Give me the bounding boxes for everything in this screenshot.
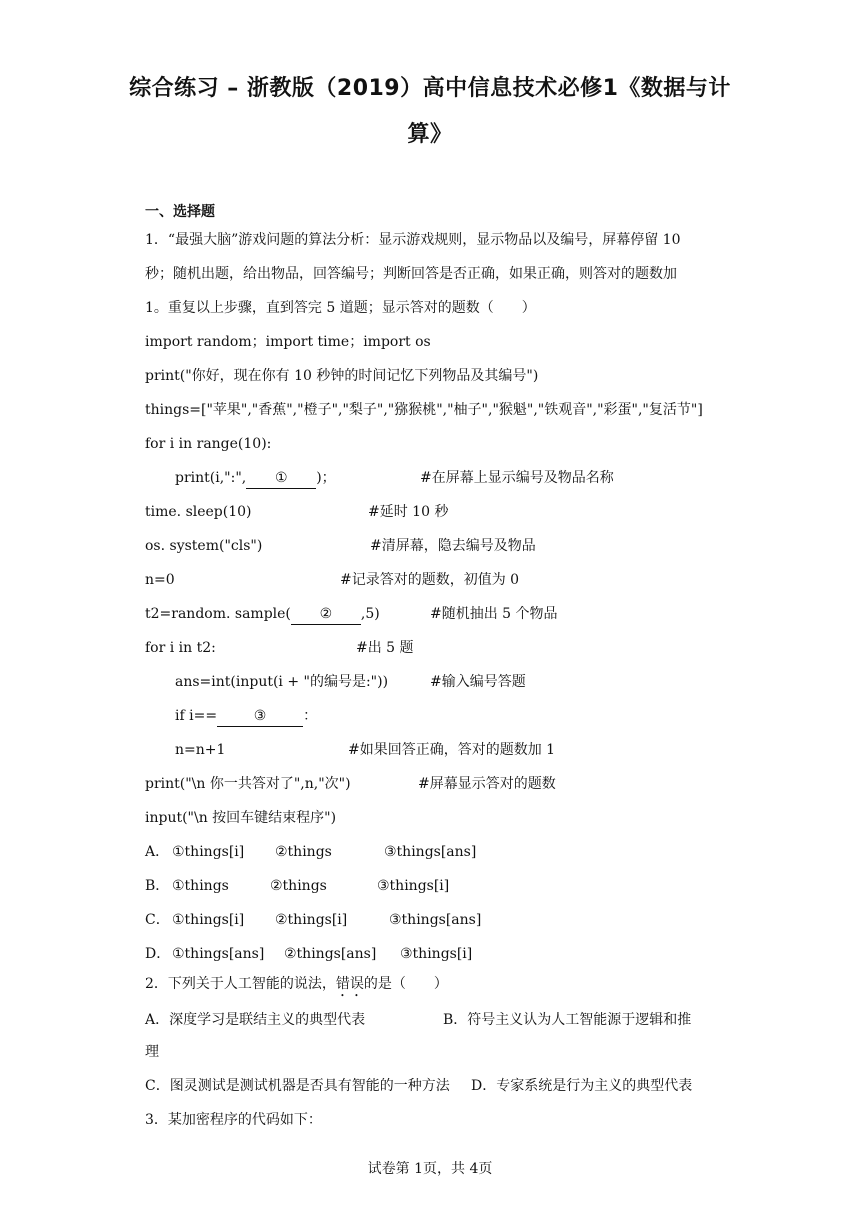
option-part: ①things xyxy=(172,878,229,894)
title-line-2: 算》 xyxy=(407,122,453,147)
option-part: ③things[ans] xyxy=(389,912,482,928)
code-line-input-end: input("\n 按回车键结束程序") xyxy=(145,810,337,826)
code-comment: #屏幕显示答对的题数 xyxy=(418,776,556,792)
option-part: ①things[i] xyxy=(172,912,245,928)
q3-stem: 3．某加密程序的代码如下： xyxy=(145,1112,322,1128)
code-comment: #出 5 题 xyxy=(356,640,414,656)
blank-2: ② xyxy=(291,604,361,625)
code-line-for-range: for i in range(10): xyxy=(145,436,272,452)
code-line-sleep: time. sleep(10) xyxy=(145,504,252,520)
option-label: C． xyxy=(145,912,170,928)
q2-option-b[interactable]: B．符号主义认为人工智能源于逻辑和推 xyxy=(443,1012,692,1028)
option-part: ③things[i] xyxy=(377,878,450,894)
code-comment: #如果回答正确，答对的题数加 1 xyxy=(348,742,556,758)
q2-stem xyxy=(145,974,448,1000)
code-comment: #随机抽出 5 个物品 xyxy=(430,606,558,622)
q2-option-d[interactable]: D．专家系统是行为主义的典型代表 xyxy=(471,1078,693,1094)
q2-option-a[interactable]: A．深度学习是联结主义的典型代表 xyxy=(145,1012,366,1028)
code-comment: #在屏幕上显示编号及物品名称 xyxy=(420,470,614,486)
code-line-print-result: print("\n 你一共答对了",n,"次") xyxy=(145,776,351,792)
code-line-if xyxy=(175,706,317,727)
code-comment: #记录答对的题数，初值为 0 xyxy=(340,572,520,588)
code-text: print(i,":", xyxy=(175,470,247,486)
q1-stem-line-2: 秒；随机出题，给出物品，回答编号；判断回答是否正确，如果正确，则答对的题数加 xyxy=(145,266,677,282)
option-label: D． xyxy=(145,946,171,962)
code-line-things: things=["苹果","香蕉","橙子","梨子","猕猴桃","柚子","猴魁","铁观音","彩蛋","复活节"] xyxy=(145,402,703,418)
q2-emphasis: 错误 xyxy=(335,976,364,992)
page-footer: 试卷第 1页，共 4页 xyxy=(367,1161,493,1177)
code-text: t2=random. sample( xyxy=(145,606,291,622)
code-text: )； xyxy=(316,470,336,486)
option-label: B． xyxy=(145,878,170,894)
option-part: ②things xyxy=(275,844,332,860)
code-line-for-t2: for i in t2: xyxy=(145,640,216,656)
code-comment: #延时 10 秒 xyxy=(368,504,449,520)
section-heading: 一、选择题 xyxy=(145,204,215,220)
code-text: ： xyxy=(303,708,318,724)
code-line-cls: os. system("cls") xyxy=(145,538,263,554)
blank-1: ① xyxy=(246,468,316,489)
option-part: ①things[ans] xyxy=(172,946,265,962)
q1-stem-line-1: 1．“最强大脑”游戏问题的算法分析：显示游戏规则，显示物品以及编号，屏幕停留 10 xyxy=(145,232,681,248)
code-text: ,5) xyxy=(360,606,380,622)
code-line-print-item xyxy=(175,468,336,489)
blank-3: ③ xyxy=(217,706,303,727)
option-label: A． xyxy=(145,844,170,860)
option-part: ③things[i] xyxy=(400,946,473,962)
q2-stem-text: 2．下列关于人工智能的说法， xyxy=(145,976,336,992)
code-line-input-ans: ans=int(input(i + "的编号是:")) xyxy=(175,674,389,690)
option-part: ②things[ans] xyxy=(284,946,377,962)
option-part: ②things xyxy=(270,878,327,894)
option-part: ②things[i] xyxy=(275,912,348,928)
q2-option-b-continued: 理 xyxy=(145,1044,159,1060)
code-line-n-init: n=0 xyxy=(145,572,175,588)
q2-stem-text: 的是（ ） xyxy=(363,976,448,992)
code-line-sample xyxy=(145,604,380,625)
option-part: ①things[i] xyxy=(172,844,245,860)
code-line-increment: n=n+1 xyxy=(175,742,226,758)
document-title xyxy=(120,66,740,158)
code-line-print: print("你好，现在你有 10 秒钟的时间记忆下列物品及其编号") xyxy=(145,368,539,384)
code-line-import: import random；import time；import os xyxy=(145,334,431,350)
q1-stem-line-3: 1。重复以上步骤，直到答完 5 道题；显示答对的题数（ ） xyxy=(145,300,536,316)
option-part: ③things[ans] xyxy=(384,844,477,860)
q2-option-c[interactable]: C．图灵测试是测试机器是否具有智能的一种方法 xyxy=(145,1078,450,1094)
title-line-1: 综合练习 – 浙教版（2019）高中信息技术必修1《数据与计 xyxy=(129,76,731,101)
code-text: if i== xyxy=(175,708,218,724)
code-comment: #输入编号答题 xyxy=(430,674,526,690)
code-comment: #清屏幕，隐去编号及物品 xyxy=(370,538,536,554)
